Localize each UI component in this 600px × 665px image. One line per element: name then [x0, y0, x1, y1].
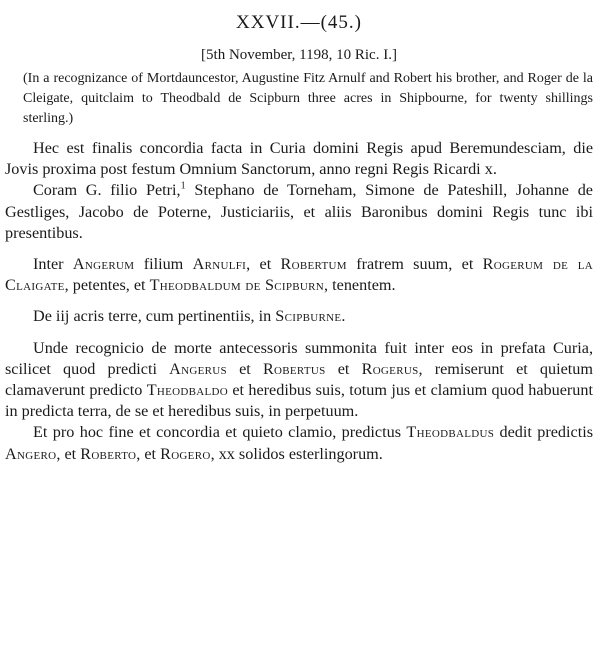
- payment-text: , xx solidos esterlingorum.: [210, 444, 383, 463]
- party-name: Roberto: [80, 444, 137, 463]
- payment-text: , et: [56, 444, 81, 463]
- paragraph-land: [5, 306, 593, 327]
- place-name: Scipburne: [275, 307, 342, 326]
- paragraph-payment: [5, 422, 593, 464]
- summary-text: (In a recognizance of Mortdauncestor, Augustine Fitz Arnulf and Robert his brother, and Roger de la Cleigate, quitclaim to Theodbald de Scipburn three acres in Shipbourne, for twenty shillings sterling.): [23, 71, 593, 126]
- party-name: Angerum: [72, 255, 135, 274]
- parties-text: , tenentem.: [324, 276, 396, 295]
- charter-heading: [5, 12, 593, 34]
- recognition-text: , remiserunt et quietum clamaverunt predicto: [5, 359, 593, 400]
- paragraph-justices: [5, 180, 593, 244]
- party-name: Robertus: [262, 359, 326, 378]
- parties-text: , et: [246, 255, 281, 274]
- charter-number: XXVII.: [236, 12, 301, 33]
- recognition-text: et: [325, 359, 362, 378]
- party-name: Theodbaldus: [406, 423, 495, 442]
- justices-text-a: Coram G. filio Petri,: [33, 181, 181, 200]
- party-name: Rogerum de la Claigate: [5, 255, 594, 295]
- recognition-text: et: [226, 359, 263, 378]
- party-name: Robertum: [280, 255, 347, 274]
- parties-text: , petentes, et: [64, 276, 150, 295]
- english-summary: [5, 69, 593, 129]
- payment-text: dedit predictis: [494, 423, 594, 442]
- footnote-ref: 1: [180, 181, 186, 193]
- paragraph-concord: Hec est finalis concordia facta in Curia domini Regis apud Beremundesciam, die Jovis proxima post festum Omnium Sanctorum, anno regni Regis Ricardi x.: [5, 139, 593, 179]
- land-text: .: [341, 307, 346, 326]
- payment-text: , et: [136, 444, 161, 463]
- heading-dash: —: [300, 12, 321, 33]
- recognition-text: et heredibus suis, totum jus et clamium quod habuerunt in predicta terra, de se et heredibus suis, in perpetuum.: [5, 381, 593, 421]
- paragraph-parties: [5, 254, 593, 296]
- original-number: (45.): [320, 12, 362, 33]
- party-name: Theodbaldo: [146, 381, 229, 400]
- party-name: Rogerus: [361, 359, 419, 378]
- party-name: Angero: [5, 444, 57, 463]
- date-line: [5th November, 1198, 10 Ric. I.]: [201, 47, 397, 63]
- paragraph-recognition: [5, 338, 593, 423]
- land-text: De iij acris terre, cum pertinentiis, in: [33, 307, 276, 326]
- party-name: Arnulfi: [192, 255, 247, 274]
- party-name: Theodbaldum de Scipburn: [149, 276, 325, 295]
- justices-text-b: Stephano de Torneham, Simone de Pateshill, Johanne de Gestliges, Jacobo de Poterne, Justiciariis, et aliis Baronibus domini Regis tunc ibi presentibus.: [5, 181, 593, 242]
- parties-text: filium: [134, 255, 193, 274]
- payment-text: Et pro hoc fine et concordia et quieto clamio, predictus: [33, 423, 407, 442]
- recognition-text: Unde recognicio de morte antecessoris summonita fuit inter eos in prefata Curia, scilicet quod predicti: [5, 338, 593, 378]
- party-name: Rogero: [160, 444, 211, 463]
- parties-text: Inter: [33, 255, 73, 274]
- document-page: [5, 12, 593, 465]
- party-name: Angerus: [169, 359, 227, 378]
- parties-text: fratrem suum, et: [346, 255, 483, 274]
